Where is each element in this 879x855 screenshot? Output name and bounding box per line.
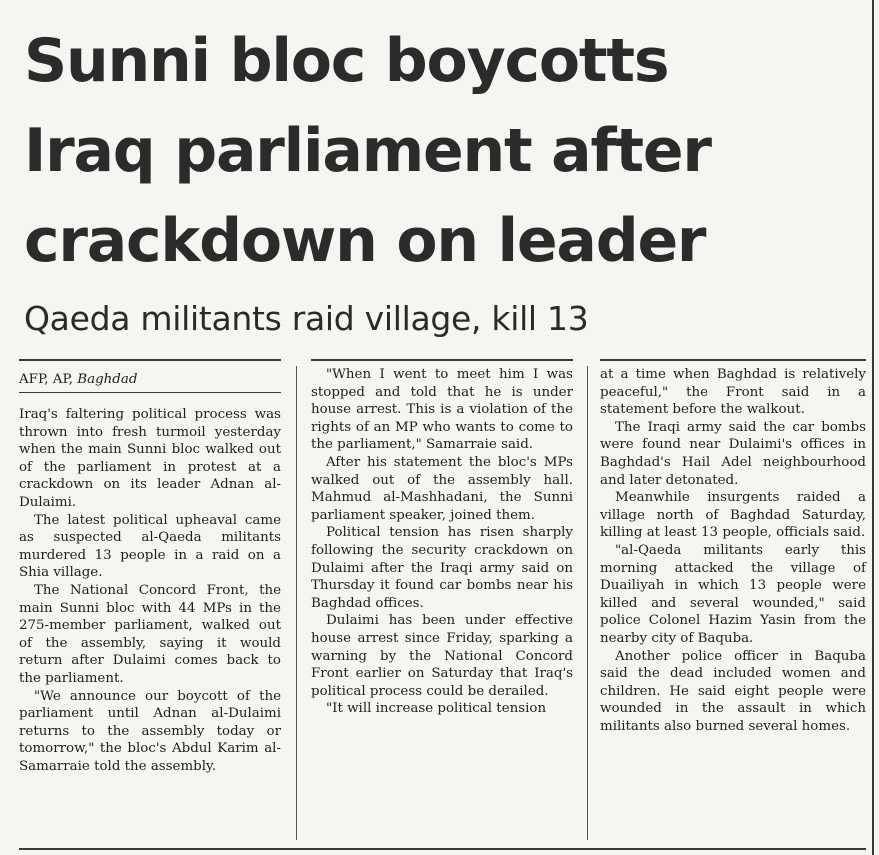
column-top-rule xyxy=(19,359,281,361)
article-paragraph: After his statement the bloc's MPs walked out of the assembly hall. Mahmud al-Mashhadani, the Sunni parliament speaker, joined them. xyxy=(311,454,573,523)
column-top-rule xyxy=(311,359,573,361)
article-paragraph: "It will increase political tension xyxy=(326,701,547,717)
article-paragraph: "We announce our boycott of the parliament until Adnan al-Dulaimi returns to the assembly today or tomorrow," the bloc's Abdul Karim al-Samarraie told the assembly. xyxy=(19,688,281,774)
article-paragraph: The latest political upheaval came as suspected al-Qaeda militants murdered 13 people in a raid on a Shia village. xyxy=(19,512,281,581)
article-column-2 xyxy=(311,366,573,718)
headline-line: crackdown on leader xyxy=(24,206,706,276)
byline-agencies: AFP, AP, xyxy=(19,372,73,387)
headline-line: Sunni bloc boycotts xyxy=(24,26,669,96)
article-paragraph: Iraq's faltering political process was thrown into fresh turmoil yesterday when the main Sunni bloc walked out of the parliament in protest at a crackdown on its leader Adnan al-Dulaimi. xyxy=(19,407,281,510)
article-paragraph: Political tension has risen sharply following the security crackdown on Dulaimi after the Iraqi army said on Thursday it found car bombs near his Baghdad offices. xyxy=(311,525,573,611)
column-divider xyxy=(587,366,588,840)
right-border-rule xyxy=(872,0,874,855)
article-paragraph: The National Concord Front, the main Sunni bloc with 44 MPs in the 275-member parliament, walked out of the assembly, saying it would return after Dulaimi comes back to the parliament. xyxy=(19,582,281,686)
article-paragraph: Meanwhile insurgents raided a village north of Baghdad Saturday, killing at least 13 people, officials said. xyxy=(600,490,866,541)
column-top-rule xyxy=(600,359,866,361)
byline-rule xyxy=(19,392,281,393)
article-paragraph: Dulaimi has been under effective house arrest since Friday, sparking a warning by the National Concord Front earlier on Saturday that Iraq's political process could be derailed. xyxy=(311,613,573,699)
subheadline: Qaeda militants raid village, kill 13 xyxy=(24,299,589,338)
article-paragraph: "When I went to meet him I was stopped and told that he is under house arrest. This is a violation of the rights of an MP who wants to come to the parliament," Samarraie said. xyxy=(311,367,573,453)
article-paragraph: at a time when Baghdad is relatively peaceful," the Front said in a statement before the walkout. xyxy=(600,367,866,418)
article-column-1 xyxy=(19,406,281,775)
article-paragraph: The Iraqi army said the car bombs were found near Dulaimi's offices in Baghdad's Hail Adel neighbourhood and later detonated. xyxy=(600,419,866,488)
bottom-rule xyxy=(19,848,866,850)
byline-dateline: Baghdad xyxy=(77,372,138,387)
headline-line: Iraq parliament after xyxy=(24,116,711,186)
column-divider xyxy=(296,366,297,840)
byline xyxy=(19,371,137,388)
headline xyxy=(24,16,864,286)
article-paragraph: Another police officer in Baquba said the dead included women and children. He said eight people were wounded in the assault in which militants also burned several homes. xyxy=(600,648,866,734)
article-column-3 xyxy=(600,366,866,735)
article-paragraph: "al-Qaeda militants early this morning attacked the village of Duailiyah in which 13 people were killed and several wounded," said police Colonel Hazim Yasin from the nearby city of Baquba. xyxy=(600,542,866,646)
